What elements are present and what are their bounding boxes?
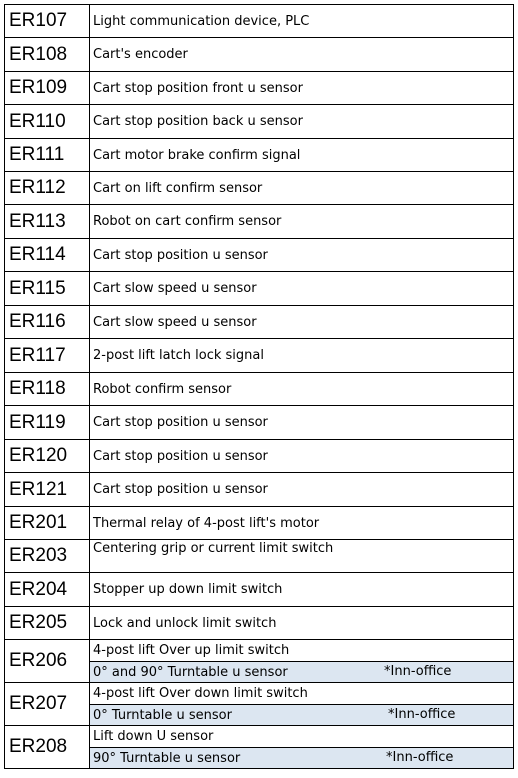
- error-description: Robot on cart confirm sensor: [90, 205, 514, 239]
- error-description: Cart's encoder: [90, 38, 514, 72]
- error-description: Cart stop position front u sensor: [90, 72, 514, 105]
- error-row: [5, 5, 514, 38]
- error-code: ER110: [5, 105, 90, 139]
- error-code: ER120: [5, 440, 90, 473]
- error-row: [5, 440, 514, 473]
- error-row: [5, 683, 514, 705]
- inn-office-note: *Inn-office: [388, 707, 456, 722]
- error-row: [5, 72, 514, 105]
- error-code: ER205: [5, 607, 90, 640]
- error-description: Cart stop position u sensor: [90, 239, 514, 272]
- error-code: ER206: [5, 640, 90, 683]
- error-description: Cart motor brake confirm signal: [90, 139, 514, 172]
- error-code: ER203: [5, 540, 90, 573]
- error-row: [5, 607, 514, 640]
- error-code: ER109: [5, 72, 90, 105]
- turntable-sensor-label: 0° and 90° Turntable u sensor: [93, 664, 288, 680]
- error-description: Centering grip or current limit switch: [90, 540, 514, 573]
- error-row: [5, 540, 514, 573]
- error-row: [5, 306, 514, 339]
- error-code: ER208: [5, 726, 90, 769]
- turntable-sensor-cell: [90, 662, 514, 683]
- error-row: [5, 205, 514, 239]
- error-row: [5, 473, 514, 507]
- error-code: ER201: [5, 507, 90, 540]
- error-code: ER117: [5, 339, 90, 373]
- error-code: ER119: [5, 406, 90, 440]
- error-row: [5, 38, 514, 72]
- error-description: Lift down U sensor: [90, 726, 514, 748]
- turntable-sensor-cell: [90, 748, 514, 769]
- error-row: [5, 105, 514, 139]
- error-description: 4-post lift Over down limit switch: [90, 683, 514, 705]
- error-row: [5, 640, 514, 662]
- error-description: Cart slow speed u sensor: [90, 306, 514, 339]
- error-code: ER115: [5, 272, 90, 306]
- inn-office-note: *Inn-office: [384, 664, 452, 679]
- turntable-sensor-label: 0° Turntable u sensor: [93, 707, 232, 723]
- error-description: Thermal relay of 4-post lift's motor: [90, 507, 514, 540]
- error-description: Cart stop position u sensor: [90, 406, 514, 440]
- error-code: ER107: [5, 5, 90, 38]
- error-row: [5, 726, 514, 748]
- error-code-table: [4, 4, 514, 769]
- turntable-sensor-label: 90° Turntable u sensor: [93, 750, 241, 766]
- error-description: Cart stop position u sensor: [90, 473, 514, 507]
- error-description: Cart on lift confirm sensor: [90, 172, 514, 205]
- error-row: [5, 573, 514, 607]
- error-row: [5, 172, 514, 205]
- error-row: [5, 239, 514, 272]
- error-row: [5, 272, 514, 306]
- error-code: ER113: [5, 205, 90, 239]
- error-description: Cart stop position u sensor: [90, 440, 514, 473]
- error-description: Lock and unlock limit switch: [90, 607, 514, 640]
- turntable-sensor-cell: [90, 705, 514, 726]
- error-description: Robot confirm sensor: [90, 373, 514, 406]
- error-code: ER207: [5, 683, 90, 726]
- error-code: ER121: [5, 473, 90, 507]
- error-description: Light communication device, PLC: [90, 5, 514, 38]
- error-code: ER111: [5, 139, 90, 172]
- error-description: Stopper up down limit switch: [90, 573, 514, 607]
- error-code: ER204: [5, 573, 90, 607]
- error-row: [5, 373, 514, 406]
- error-description: 4-post lift Over up limit switch: [90, 640, 514, 662]
- error-code: ER118: [5, 373, 90, 406]
- error-description: Cart slow speed u sensor: [90, 272, 514, 306]
- inn-office-note: *Inn-office: [386, 750, 454, 765]
- error-description: Cart stop position back u sensor: [90, 105, 514, 139]
- error-row: [5, 406, 514, 440]
- error-row: [5, 339, 514, 373]
- error-row: [5, 139, 514, 172]
- error-code-table-body: [5, 5, 514, 769]
- error-code: ER108: [5, 38, 90, 72]
- error-row: [5, 507, 514, 540]
- error-code: ER116: [5, 306, 90, 339]
- error-code: ER114: [5, 239, 90, 272]
- error-code: ER112: [5, 172, 90, 205]
- error-description: 2-post lift latch lock signal: [90, 339, 514, 373]
